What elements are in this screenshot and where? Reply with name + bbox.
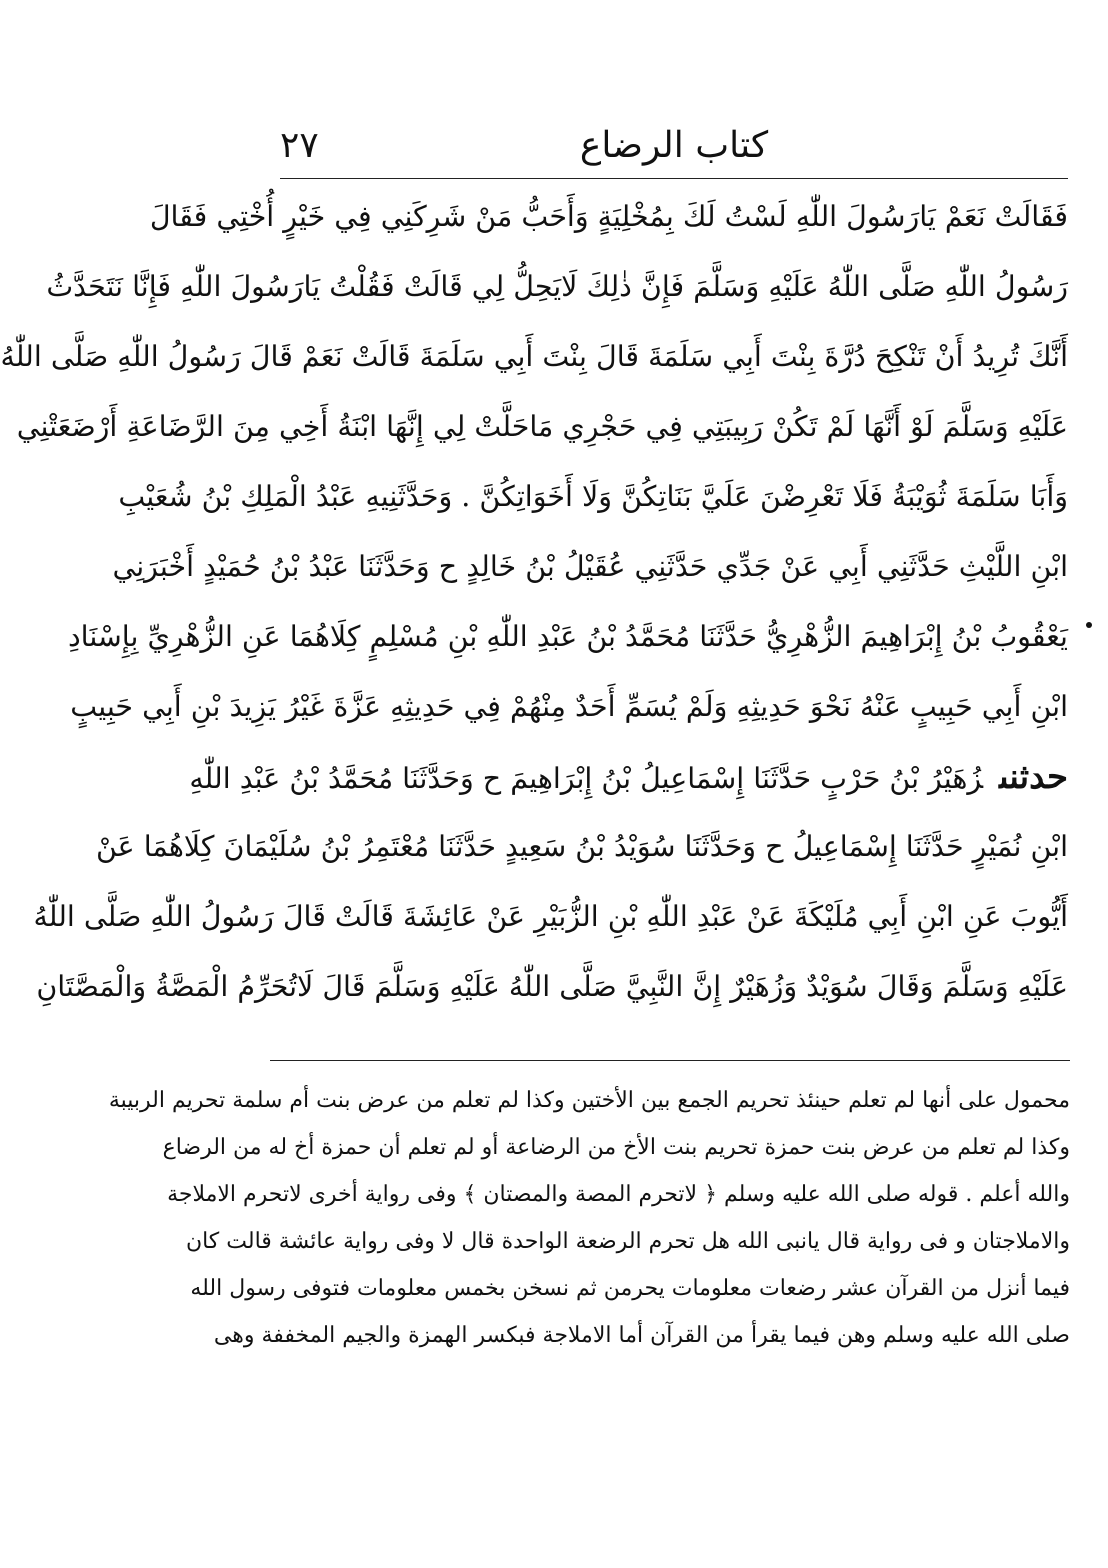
hadith-lead-word: حدثنى [999, 757, 1068, 797]
main-line-1: فَقَالَتْ نَعَمْ يَارَسُولَ اللّٰهِ لَسْتُ لَكَ بِمُخْلِيَةٍ وَأَحَبُّ مَنْ شَرِكَنِي فِي خَيْرٍ أُخْتِي فَقَالَ [149, 200, 1068, 233]
margin-dot [1086, 622, 1092, 628]
main-text [0, 182, 1068, 1022]
main-line-7: يَعْقُوبُ بْنُ إِبْرَاهِيمَ الزُّهْرِيُّ حَدَّثَنَا مُحَمَّدُ بْنُ عَبْدِ اللّٰهِ بْنِ مُسْلِمٍ كِلَاهُمَا عَنِ الزُّهْرِيِّ بِإِسْنَادِ [67, 620, 1068, 653]
main-line-10: ابْنِ نُمَيْرٍ حَدَّثَنَا إِسْمَاعِيلُ ح وَحَدَّثَنَا سُوَيْدُ بْنُ سَعِيدٍ حَدَّثَنَا مُعْتَمِرُ بْنُ سُلَيْمَانَ كِلَاهُمَا عَنْ [95, 830, 1068, 863]
footnote-line-6: صلى الله عليه وسلم وهن فيما يقرأ من القرآن أما الاملاجة فبكسر الهمزة والجيم المخففة وهى [213, 1323, 1070, 1348]
footnotes [108, 1077, 1070, 1359]
page-number: ٢٧ [280, 125, 319, 166]
main-line-11: أَيُّوبَ عَنِ ابْنِ أَبِي مُلَيْكَةَ عَنْ عَبْدِ اللّٰهِ بْنِ الزُّبَيْرِ عَنْ عَائِشَةَ قَالَتْ قَالَ رَسُولُ اللّٰهِ صَلَّى اللّٰهُ [33, 900, 1068, 933]
main-line-8: ابْنِ أَبِي حَبِيبٍ عَنْهُ نَحْوَ حَدِيثِهِ وَلَمْ يُسَمِّ أَحَدٌ مِنْهُمْ فِي حَدِيثِهِ عَزَّةَ غَيْرُ يَزِيدَ بْنِ أَبِي حَبِيبٍ [70, 690, 1068, 723]
main-line-5: وَأَبَا سَلَمَةَ ثُوَيْبَةُ فَلَا تَعْرِضْنَ عَلَيَّ بَنَاتِكُنَّ وَلَا أَخَوَاتِكُنَّ . وَحَدَّثَنِيهِ عَبْدُ الْمَلِكِ بْنُ شُعَيْبِ [118, 480, 1068, 513]
main-line-3: أَنَّكَ تُرِيدُ أَنْ تَنْكِحَ دُرَّةَ بِنْتَ أَبِي سَلَمَةَ قَالَ بِنْتَ أَبِي سَلَمَةَ قَالَتْ نَعَمْ قَالَ رَسُولُ اللّٰهِ صَلَّى اللّٰهُ [0, 340, 1068, 373]
chapter-title: كتاب الرضاع [579, 125, 769, 166]
main-line-6: ابْنِ اللَّيْثِ حَدَّثَنِي أَبِي عَنْ جَدِّي حَدَّثَنِي عُقَيْلُ بْنُ خَالِدٍ ح وَحَدَّثَنَا عَبْدُ بْنُ حُمَيْدٍ أَخْبَرَنِي [112, 550, 1068, 583]
main-line-4: عَلَيْهِ وَسَلَّمَ لَوْ أَنَّهَا لَمْ تَكُنْ رَبِيبَتِي فِي حَجْرِي مَاحَلَّتْ لِي إِنَّهَا ابْنَةُ أَخِي مِنَ الرَّضَاعَةِ أَرْضَعَتْنِي [16, 410, 1068, 443]
footnote-line-1: محمول على أنها لم تعلم حينئذ تحريم الجمع بين الأختين وكذا لم تعلم من عرض بنت أم سلمة تحريم الربيبة [108, 1088, 1070, 1113]
footnote-line-4: والاملاجتان و فى رواية قال يانبى الله هل تحرم الرضعة الواحدة قال لا وفى رواية عائشة قالت كان [185, 1229, 1070, 1254]
footnote-line-2: وكذا لم تعلم من عرض بنت حمزة تحريم بنت الأخ من الرضاعة أو لم تعلم أن حمزة أخ له من الرضاع [162, 1135, 1070, 1160]
main-line-9 [189, 742, 1068, 812]
main-line-9-text: زُهَيْرُ بْنُ حَرْبٍ حَدَّثَنَا إِسْمَاعِيلُ بْنُ إِبْرَاهِيمَ ح وَحَدَّثَنَا مُحَمَّدُ بْنُ عَبْدِ اللّٰهِ [189, 762, 984, 795]
main-line-12: عَلَيْهِ وَسَلَّمَ وَقَالَ سُوَيْدٌ وَزُهَيْرٌ إِنَّ النَّبِيَّ صَلَّى اللّٰهُ عَلَيْهِ وَسَلَّمَ قَالَ لَاتُحَرِّمُ الْمَصَّةُ وَالْمَصَّتَانِ [36, 970, 1068, 1003]
main-line-2: رَسُولُ اللّٰهِ صَلَّى اللّٰهُ عَلَيْهِ وَسَلَّمَ فَإِنَّ ذٰلِكَ لَايَحِلُّ لِي قَالَتْ فَقُلْتُ يَارَسُولَ اللّٰهِ فَإِنَّا نَتَحَدَّثُ [46, 270, 1068, 303]
footnote-line-5: فيما أنزل من القرآن عشر رضعات معلومات يحرمن ثم نسخن بخمس معلومات فتوفى رسول الله [190, 1276, 1070, 1301]
page-header [280, 118, 1068, 174]
footnote-divider [270, 1060, 1070, 1061]
footnote-line-3: والله أعلم . قوله صلى الله عليه وسلم ﴿ لاتحرم المصة والمصتان ﴾ وفى رواية أخرى لاتحرم الاملاجة [167, 1182, 1070, 1207]
header-divider [280, 178, 1068, 179]
